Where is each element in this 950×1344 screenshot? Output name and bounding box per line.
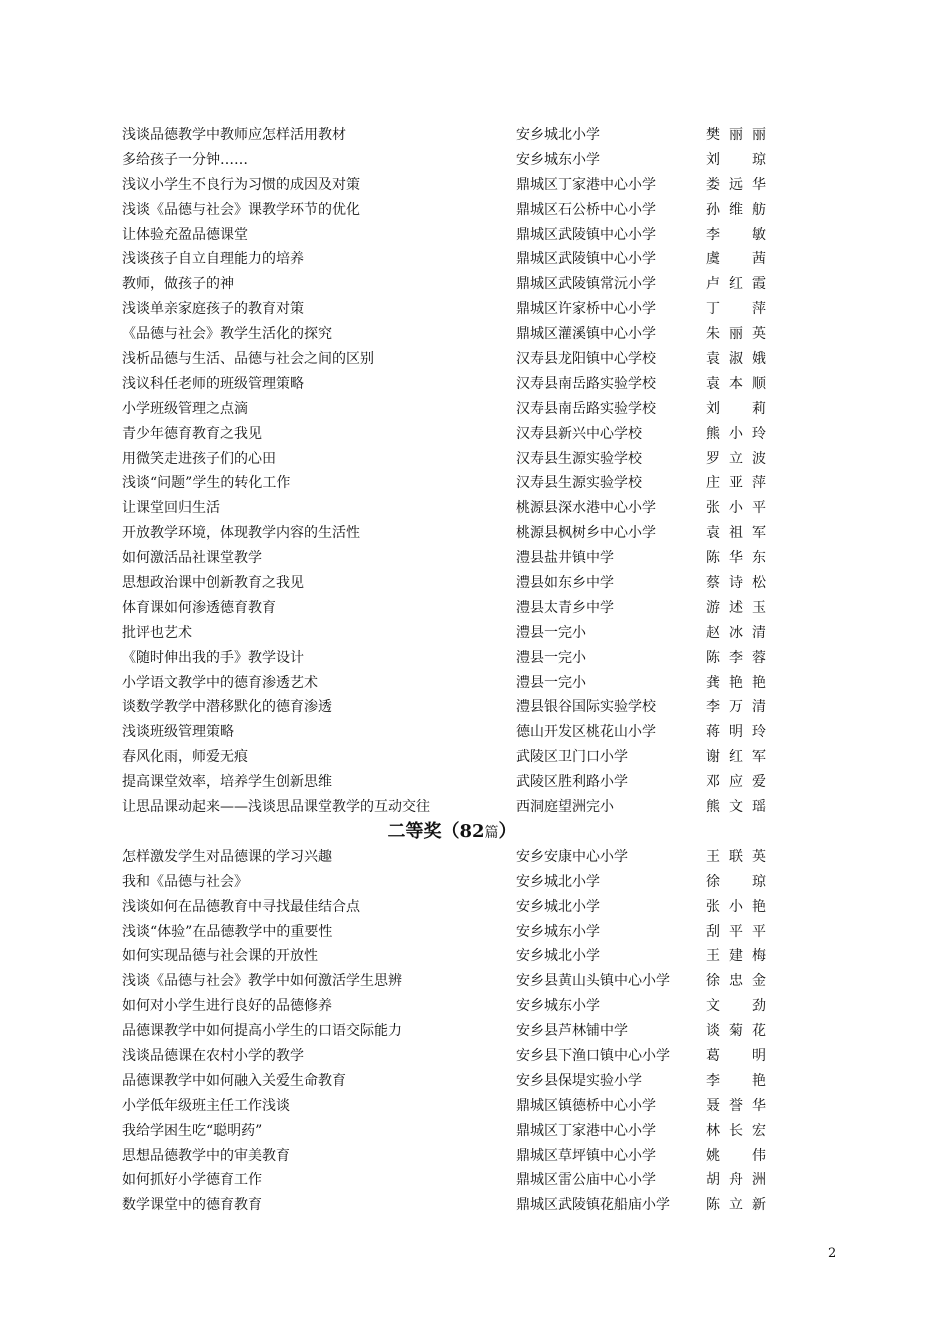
- entry-author: 谈菊花: [706, 1023, 766, 1040]
- entry-author: 朱丽英: [706, 326, 766, 343]
- entry-school: 汉寿县南岳路实验学校: [516, 375, 656, 392]
- entry-school: 鼎城区镇德桥中心小学: [516, 1097, 656, 1114]
- entry-title: 我和《品德与社会》: [122, 873, 248, 890]
- entry-title: 浅谈品德教学中教师应怎样活用教材: [122, 127, 346, 143]
- second-prize-unit: 篇: [484, 824, 499, 841]
- entry-school: 安乡城东小学: [516, 151, 600, 168]
- table-row: [122, 1094, 772, 1119]
- table-row: [122, 372, 772, 397]
- entry-school: 汉寿县生源实验学校: [516, 450, 642, 467]
- table-row: [122, 173, 772, 198]
- entry-author: 娄远华: [706, 176, 766, 193]
- table-row: [122, 969, 772, 994]
- table-row: [122, 272, 772, 297]
- entry-title: 思想品德教学中的审美教育: [122, 1147, 290, 1164]
- entry-author: 徐忠金: [706, 973, 766, 990]
- entry-title: 我给学困生吃“聪明药”: [122, 1122, 263, 1139]
- entry-title: 用微笑走进孩子们的心田: [122, 450, 276, 467]
- entry-title: 浅谈如何在品德教育中寻找最佳结合点: [122, 898, 360, 915]
- entry-school: 西洞庭望洲完小: [516, 799, 614, 816]
- table-row: [122, 198, 772, 223]
- table-row: [122, 471, 772, 496]
- entry-author: 邓应爱: [706, 774, 766, 791]
- entry-school: 安乡城东小学: [516, 998, 600, 1015]
- entry-school: 鼎城区灌溪镇中心小学: [516, 326, 656, 343]
- entry-author: 文劲: [706, 998, 766, 1015]
- entry-author: 刮平平: [706, 923, 766, 940]
- entry-school: 汉寿县南岳路实验学校: [516, 400, 656, 417]
- entry-school: 汉寿县新兴中心学校: [516, 425, 642, 442]
- entry-title: 浅谈“体验”在品德教学中的重要性: [122, 923, 333, 940]
- entry-title: 《品德与社会》教学生活化的探究: [122, 326, 332, 343]
- entry-school: 安乡县芦林铺中学: [516, 1023, 628, 1040]
- entry-author: 樊丽丽: [706, 127, 766, 143]
- table-row: [122, 720, 772, 745]
- entry-title: 思想政治课中创新教育之我见: [122, 575, 304, 592]
- table-row: [122, 422, 772, 447]
- entry-school: 安乡县保堤实验小学: [516, 1072, 642, 1089]
- table-row: [122, 596, 772, 621]
- entry-author: 李艳: [706, 1072, 766, 1089]
- entry-school: 鼎城区许家桥中心小学: [516, 301, 656, 318]
- entry-school: 鼎城区草坪镇中心小学: [516, 1147, 656, 1164]
- table-row: [122, 397, 772, 422]
- second-section-entries: [122, 845, 772, 1218]
- entry-school: 德山开发区桃花山小学: [516, 724, 656, 741]
- entry-author: 龚艳艳: [706, 674, 766, 691]
- entry-school: 鼎城区丁家港中心小学: [516, 176, 656, 193]
- table-row: [122, 621, 772, 646]
- table-row: [122, 671, 772, 696]
- table-row: [122, 123, 772, 148]
- entry-title: 怎样激发学生对品德课的学习兴趣: [122, 848, 332, 865]
- table-row: [122, 223, 772, 248]
- entry-school: 鼎城区石公桥中心小学: [516, 201, 656, 218]
- entry-author: 刘琼: [706, 151, 766, 168]
- entry-title: 批评也艺术: [122, 624, 192, 641]
- entry-title: 让课堂回归生活: [122, 500, 220, 517]
- entry-author: 赵冰清: [706, 624, 766, 641]
- entry-title: 浅谈《品德与社会》教学中如何激活学生思辨: [122, 973, 402, 990]
- entry-school: 安乡县下渔口镇中心小学: [516, 1047, 670, 1064]
- entry-title: 如何实现品德与社会课的开放性: [122, 948, 318, 965]
- entry-school: 澧县如东乡中学: [516, 575, 614, 592]
- table-row: [122, 347, 772, 372]
- entry-author: 袁本顺: [706, 375, 766, 392]
- entry-author: 徐琼: [706, 873, 766, 890]
- entry-author: 丁萍: [706, 301, 766, 318]
- entry-school: 汉寿县生源实验学校: [516, 475, 642, 492]
- second-prize-close: ）: [498, 820, 517, 842]
- entry-author: 王建梅: [706, 948, 766, 965]
- entry-title: 让思品课动起来——浅谈思品课堂教学的互动交往: [122, 799, 430, 816]
- entry-school: 安乡城北小学: [516, 127, 600, 143]
- entry-title: 品德课教学中如何融入关爱生命教育: [122, 1072, 346, 1089]
- entry-title: 如何抓好小学德育工作: [122, 1172, 262, 1189]
- entry-title: 青少年德育教育之我见: [122, 425, 262, 442]
- entry-author: 张小平: [706, 500, 766, 517]
- entry-author: 虞茜: [706, 251, 766, 268]
- entry-title: 品德课教学中如何提高小学生的口语交际能力: [122, 1023, 402, 1040]
- table-row: [122, 845, 772, 870]
- entry-title: 如何激活品社课堂教学: [122, 550, 262, 567]
- second-prize-count: 82: [459, 820, 485, 842]
- entry-title: 浅议小学生不良行为习惯的成因及对策: [122, 176, 360, 193]
- entry-author: 林长宏: [706, 1122, 766, 1139]
- entry-title: 浅谈班级管理策略: [122, 724, 234, 741]
- entry-title: 浅析品德与生活、品德与社会之间的区别: [122, 351, 374, 368]
- table-row: [122, 895, 772, 920]
- entry-school: 澧县一完小: [516, 624, 586, 641]
- entry-author: 张小艳: [706, 898, 766, 915]
- entry-author: 李敏: [706, 226, 766, 243]
- second-prize-heading: [122, 820, 772, 845]
- table-row: [122, 447, 772, 472]
- entry-author: 袁祖军: [706, 525, 766, 542]
- page-number: 2: [828, 1246, 837, 1261]
- award-list: [122, 123, 772, 1218]
- entry-title: 浅谈《品德与社会》课教学环节的优化: [122, 201, 360, 218]
- entry-author: 聂誉华: [706, 1097, 766, 1114]
- table-row: [122, 920, 772, 945]
- entry-school: 汉寿县龙阳镇中心学校: [516, 351, 656, 368]
- entry-author: 卢红霞: [706, 276, 766, 293]
- table-row: [122, 247, 772, 272]
- table-row: [122, 546, 772, 571]
- table-row: [122, 1144, 772, 1169]
- entry-school: 鼎城区武陵镇常沅小学: [516, 276, 656, 293]
- entry-title: 谈数学教学中潜移默化的德育渗透: [122, 699, 332, 716]
- entry-author: 姚伟: [706, 1147, 766, 1164]
- entry-author: 蔡诗松: [706, 575, 766, 592]
- entry-author: 王联英: [706, 848, 766, 865]
- entry-title: 小学低年级班主任工作浅谈: [122, 1097, 290, 1114]
- entry-school: 安乡城北小学: [516, 873, 600, 890]
- table-row: [122, 994, 772, 1019]
- table-row: [122, 1119, 772, 1144]
- entry-title: 浅谈孩子自立自理能力的培养: [122, 251, 304, 268]
- table-row: [122, 1044, 772, 1069]
- entry-school: 澧县盐井镇中学: [516, 550, 614, 567]
- entry-author: 刘莉: [706, 400, 766, 417]
- table-row: [122, 297, 772, 322]
- entry-school: 桃源县枫树乡中心小学: [516, 525, 656, 542]
- entry-school: 鼎城区雷公庙中心小学: [516, 1172, 656, 1189]
- entry-author: 袁淑娥: [706, 351, 766, 368]
- entry-title: 多给孩子一分钟……: [122, 151, 248, 168]
- table-row: [122, 870, 772, 895]
- entry-title: 《随时伸出我的手》教学设计: [122, 649, 304, 666]
- table-row: [122, 695, 772, 720]
- entry-author: 胡舟洲: [706, 1172, 766, 1189]
- entry-school: 安乡城北小学: [516, 898, 600, 915]
- entry-title: 教师，做孩子的神: [122, 276, 234, 293]
- entry-author: 蒋明玲: [706, 724, 766, 741]
- entry-author: 葛明: [706, 1047, 766, 1064]
- entry-title: 浅谈“问题”学生的转化工作: [122, 475, 291, 492]
- table-row: [122, 1193, 772, 1218]
- table-row: [122, 148, 772, 173]
- entry-school: 澧县太青乡中学: [516, 599, 614, 616]
- entry-school: 鼎城区武陵镇中心小学: [516, 251, 656, 268]
- entry-author: 谢红军: [706, 749, 766, 766]
- entry-title: 小学语文教学中的德育渗透艺术: [122, 674, 318, 691]
- table-row: [122, 521, 772, 546]
- table-row: [122, 770, 772, 795]
- entry-title: 如何对小学生进行良好的品德修养: [122, 998, 332, 1015]
- entry-school: 安乡城东小学: [516, 923, 600, 940]
- entry-author: 陈立新: [706, 1197, 766, 1214]
- table-row: [122, 322, 772, 347]
- first-section-entries: [122, 123, 772, 820]
- entry-school: 安乡安康中心小学: [516, 848, 628, 865]
- table-row: [122, 1168, 772, 1193]
- entry-school: 桃源县深水港中心小学: [516, 500, 656, 517]
- entry-school: 安乡城北小学: [516, 948, 600, 965]
- entry-author: 熊文瑶: [706, 799, 766, 816]
- entry-title: 提高课堂效率，培养学生创新思维: [122, 774, 332, 791]
- entry-school: 安乡县黄山头镇中心小学: [516, 973, 670, 990]
- table-row: [122, 646, 772, 671]
- entry-school: 澧县银谷国际实验学校: [516, 699, 656, 716]
- entry-title: 浅议科任老师的班级管理策略: [122, 375, 304, 392]
- entry-author: 熊小玲: [706, 425, 766, 442]
- table-row: [122, 571, 772, 596]
- entry-school: 武陵区胜利路小学: [516, 774, 628, 791]
- entry-title: 体育课如何渗透德育教育: [122, 599, 276, 616]
- entry-author: 游述玉: [706, 599, 766, 616]
- entry-title: 数学课堂中的德育教育: [122, 1197, 262, 1214]
- entry-school: 澧县一完小: [516, 674, 586, 691]
- table-row: [122, 795, 772, 820]
- entry-author: 李万清: [706, 699, 766, 716]
- table-row: [122, 496, 772, 521]
- entry-author: 陈李蓉: [706, 649, 766, 666]
- entry-school: 鼎城区武陵镇中心小学: [516, 226, 656, 243]
- entry-title: 开放教学环境，体现教学内容的生活性: [122, 525, 360, 542]
- entry-title: 小学班级管理之点滴: [122, 400, 248, 417]
- entry-school: 澧县一完小: [516, 649, 586, 666]
- entry-author: 庄亚萍: [706, 475, 766, 492]
- entry-school: 鼎城区丁家港中心小学: [516, 1122, 656, 1139]
- entry-author: 陈华东: [706, 550, 766, 567]
- table-row: [122, 1019, 772, 1044]
- entry-title: 浅谈单亲家庭孩子的教育对策: [122, 301, 304, 318]
- entry-title: 春风化雨，师爱无痕: [122, 749, 248, 766]
- table-row: [122, 745, 772, 770]
- entry-school: 武陵区卫门口小学: [516, 749, 628, 766]
- entry-author: 孙维舫: [706, 201, 766, 218]
- entry-title: 浅谈品德课在农村小学的教学: [122, 1047, 304, 1064]
- table-row: [122, 1069, 772, 1094]
- entry-title: 让体验充盈品德课堂: [122, 226, 248, 243]
- table-row: [122, 944, 772, 969]
- entry-author: 罗立波: [706, 450, 766, 467]
- second-prize-label: 二等奖（: [387, 820, 460, 842]
- entry-school: 鼎城区武陵镇花船庙小学: [516, 1197, 670, 1214]
